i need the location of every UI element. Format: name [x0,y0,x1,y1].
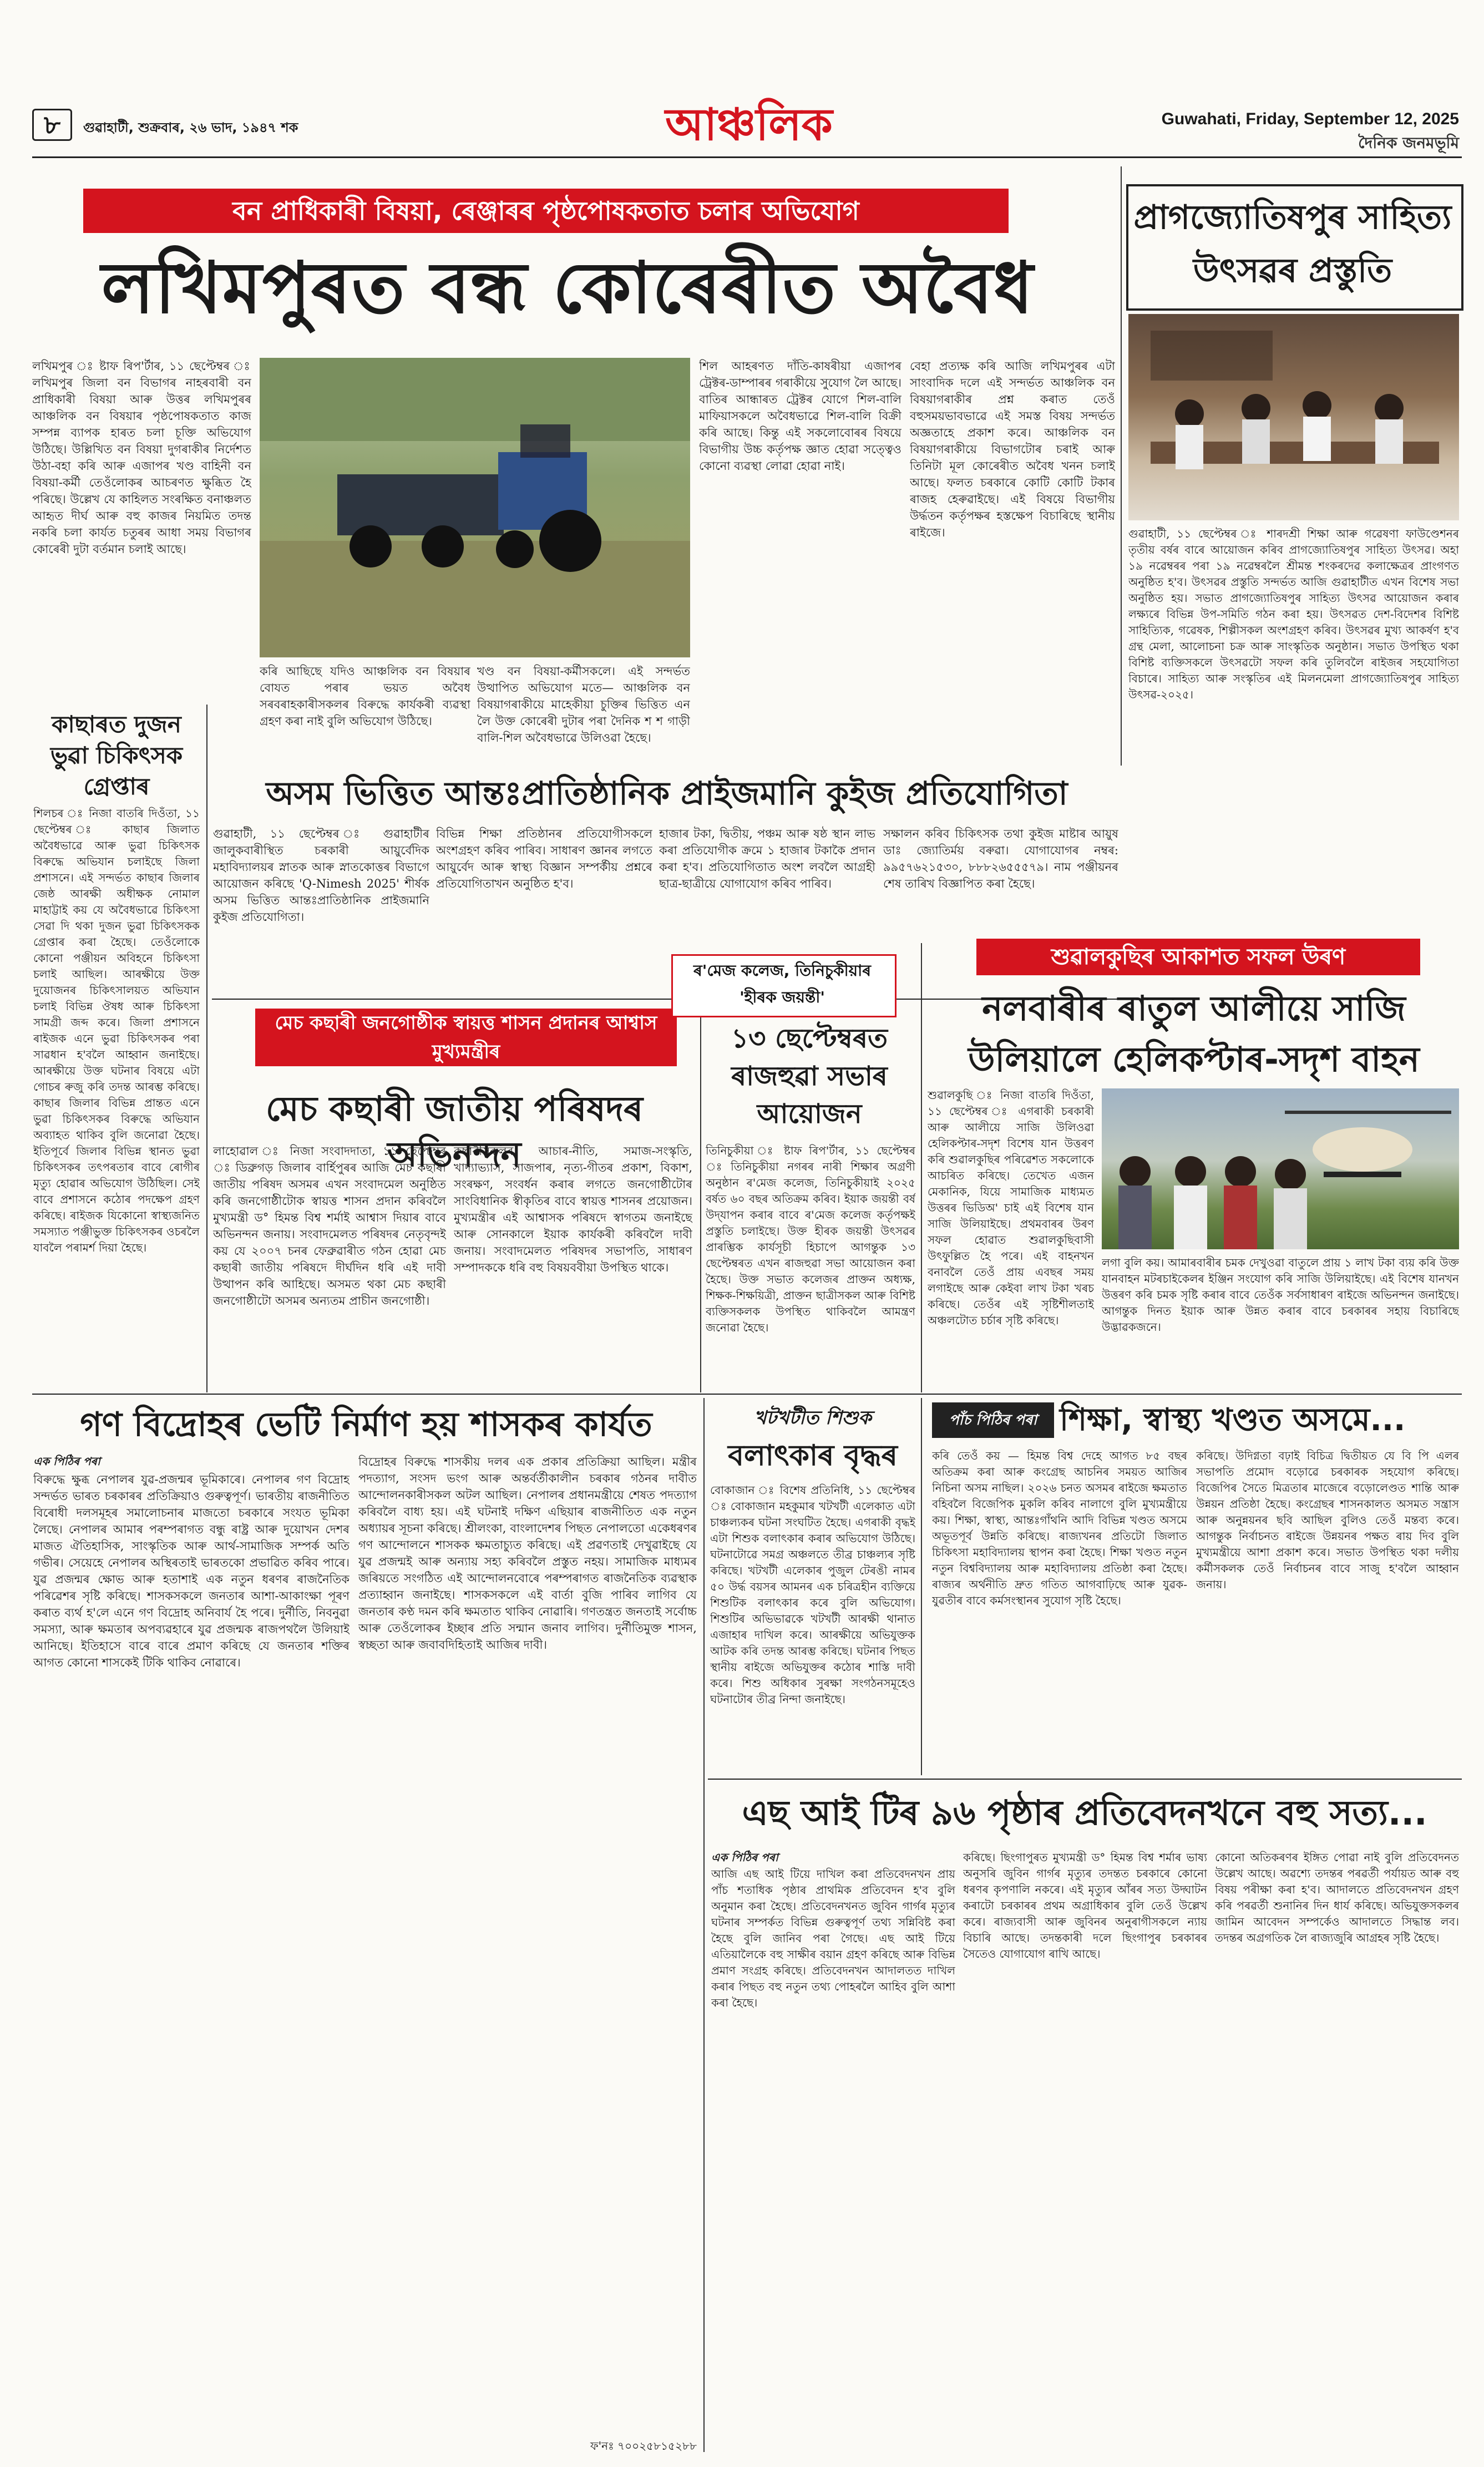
divider-left-mid [206,705,207,1392]
story8-byline: এক পিঠিৰ পৰা [33,1455,100,1468]
section-title: আঞ্চলিক [665,99,833,150]
story8-footer: ফ'নঃ ৭০০২৫৮১৫২৮৮ [590,2439,697,2453]
story5-col1: লাহোৱাল ঃ নিজা সংবাদদাতা, ১১ ছেপ্টেম্বৰ ঃ ডিব্ৰুগড় জিলাৰ বাৰ্হিপুৰৰ আজি মেচ কছাৰী জাতীয় পৰিষদ অসমৰ এখন সংবাদমেল অনুষ্ঠিত কৰি জনগোষ্ঠীটোক স্বায়ত্ত শাসন প্ৰদান কৰিবলৈ মুখ্যমন্ত্ৰী ড° হিমন্ত বিশ্ব শৰ্মাই আশ্বাস দিয়াৰ বাবে অভিনন্দন জনায়। সংবাদমেলত পৰিষদৰ নেতৃবৃন্দই কয় যে ২০০৭ চনৰ ফেব্ৰুৱাৰীত গঠন হোৱা মেচ কছাৰী জাতীয় পৰিষদে দীৰ্ঘদিন ধৰি এই দাবী উত্থাপন কৰি আহিছে। অসমত থকা মেচ কছাৰী জনগোষ্ঠীটো অসমৰ অন্যতম প্ৰাচীন জনগোষ্ঠী। [213,1144,446,1308]
story9-kicker: খটখটীত শিশুক [754,1407,872,1429]
story11-byline: এক পিঠিৰ পৰা [711,1851,778,1864]
divider-bottom-h [708,1779,1462,1780]
story3-body: শিলচৰ ঃ নিজা বাতৰি দিওঁতা, ১১ ছেপ্টেম্বৰ ঃ কাছাৰ জিলাত অবৈধভাৱে আৰু ভুৱা চিকিৎসক বিৰুদ্ধে অভিযান চলাইছে জিলা প্ৰশাসনে। এই সন্দৰ্ভত কাছাৰ জিলাৰ জেষ্ঠ আৰক্ষী অধীক্ষক নোমাল মাহাট্টাই কয় যে অবৈধভাৱে চিকিৎসা সেৱা দি থকা দুজন ভুৱা চিকিৎসকক গ্ৰেপ্তাৰ কৰা হৈছে। তেওঁলোকে কোনো পঞ্জীয়ন অবিহনে চিকিৎসা চলাই আছিল। আৰক্ষীয়ে উক্ত দুয়োজনৰ চিকিৎসালয়ত অভিযান চলাই বিভিন্ন ঔষধ আৰু চিকিৎসা সামগ্ৰী জব্দ কৰে। জিলা প্ৰশাসনে ৰাইজক এনে ভুৱা চিকিৎসকৰ পৰা সাৱধান হ'বলৈ আহ্বান জনাইছে। আৰক্ষীয়ে উক্ত ঘটনাৰ বিষয়ে এটা গোচৰ ৰুজু কৰি তদন্ত আৰম্ভ কৰিছে। কাছাৰ জিলাৰ বিভিন্ন প্ৰান্তত এনে ভুৱা চিকিৎসকৰ বিৰুদ্ধে অভিযান অব্যাহত থাকিব বুলি জনোৱা হৈছে। ইতিপূৰ্বে জিলাৰ বিভিন্ন স্থানত ভুৱা চিকিৎসকৰ তৎপৰতাৰ বাবে ৰোগীৰ মৃত্যু হোৱাৰ অভিযোগ উঠিছিল। সেই বাবে প্ৰশাসনে কঠোৰ পদক্ষেপ গ্ৰহণ কৰিছে। ৰাইজক যিকোনো স্বাস্থ্যজনিত সমস্যাত পঞ্জীভুক্ত চিকিৎসকৰ ওচৰলৈ যাবলৈ পৰামৰ্শ দিয়া হৈছে। [33,807,200,1254]
story1-strap: বন প্ৰাধিকাৰী বিষয়া, ৰেঞ্জাৰৰ পৃষ্ঠপোষকতাত চলাৰ অভিযোগ [83,189,1009,233]
story9-headline: বলাৎকাৰ বৃদ্ধৰ [728,1439,898,1472]
story1-col2: কৰি আছিছে যদিও আঞ্চলিক বন বিষয়াৰ বোযত পৰাৰ ভয়ত অবৈধ সৰবৰাহকাৰীসকলৰ বিৰুদ্ধে কাৰ্যকৰী ব্যৱস্থা গ্ৰহণ কৰা নাই বুলি অভিযোগ উঠিছে। [260,665,470,728]
story10-kicker: পাঁচ পিঠিৰ পৰা [932,1402,1054,1438]
story4-col2: বিভিন্ন শিক্ষা প্ৰতিষ্ঠানৰ প্ৰতিযোগীসকলে অংশগ্ৰহণ কৰিব পাৰিব। সাধাৰণ জ্ঞানৰ লগতে আয়ুৰ্বেদ আৰু স্বাস্থ্য বিজ্ঞান সম্পৰ্কীয় প্ৰশ্নৰে প্ৰতিযোগিতাখন অনুষ্ঠিত হ'ব। [436,827,652,890]
story1-col5: বেহা প্ৰত্যক্ষ কৰি আজি লখিমপুৰৰ এটা সাংবাদিক দলে এই সন্দৰ্ভত আঞ্চলিক বন বিষয়াগৰাকীৰ প্ৰশ্ন কৰাত তেওঁ বহুসময়ভাবভাৱে এই সমস্ত বিষয় সন্দৰ্ভত অজ্ঞতাহে প্ৰকাশ কৰে। আঞ্চলিক বন বিষয়াগৰাকীয়ে বিভাগটোৰ চৰাই আৰু তিনিটা মূল কোৰেৰীত অবৈধ খনন চলাই আছে। ফলত চৰকাৰে কোটি কোটি টকাৰ ৰাজহ হেৰুৱাইছে। এই বিষয়ে বিভাগীয় উৰ্দ্ধতন কৰ্তৃপক্ষৰ হস্তক্ষেপ বিচাৰিছে স্থানীয় ৰাইজে। [910,359,1115,539]
divider-mid-2 [32,1394,1462,1395]
story11-col1: আজি এছ আই টিয়ে দাখিল কৰা প্ৰতিবেদনখন প্ৰায় পাঁচ শতাধিক পৃষ্ঠাৰ প্ৰাথমিক প্ৰতিবেদন হ'ব বুলি অনুমান কৰা হৈছে। প্ৰতিবেদনখনত জুবিন গাৰ্গৰ মৃত্যুৰ ঘটনাৰ সম্পৰ্কত বিভিন্ন গুৰুত্বপূৰ্ণ তথ্য সন্নিবিষ্ট কৰা হৈছে বুলি জানিব পৰা গৈছে। এছ আই টিয়ে এতিয়ালৈকে বহু সাক্ষীৰ বয়ান গ্ৰহণ কৰিছে আৰু বিভিন্ন প্ৰমাণ সংগ্ৰহ কৰিছে। প্ৰতিবেদনখন আদালতত দাখিল কৰাৰ পিছত বহু নতুন তথ্য পোহৰলৈ আহিব বুলি আশা কৰা হৈছে। [711,1867,955,2009]
tractor-icon [260,358,690,657]
story10-headline: শিক্ষা, স্বাস্থ্য খণ্ডত অসমে... [1060,1402,1406,1438]
story1-headline: লখিমপুৰত বন্ধ কোৰেৰীত অবৈধ [101,247,1034,330]
masthead-left-date: গুৱাহাটী, শুক্ৰবাৰ, ২৬ ভাদ, ১৯৪৭ শক [83,120,298,135]
people-icon [1128,314,1459,520]
helicopter-photo [1102,1088,1459,1249]
masthead-rule [32,156,1462,158]
story3-headline: কাছাৰত দুজন ভুৱা চিকিৎসক গ্ৰেপ্তাৰ [50,711,183,800]
story8-col1: বিৰুদ্ধে ক্ষুব্ধ নেপালৰ যুৱ-প্ৰজন্মৰ ভূমিকাৰে। নেপালৰ গণ বিদ্ৰোহ সন্দৰ্ভত ভাৰত চৰকাৰৰ প্ৰতিক্ৰিয়াও গুৰুত্বপূৰ্ণ। ভাৰতীয় ৰাজনীতিত বিৰোধী দলসমূহৰ সমালোচনাৰ মাজতো চৰকাৰে সংযত ভূমিকা লৈছে। নেপালৰ আমাৰ পৰম্পৰাগত বন্ধু ৰাষ্ট্ৰ আৰু দুয়োখন দেশৰ মাজত ঐতিহাসিক, সাংস্কৃতিক আৰু আৰ্থ-সামাজিক সম্পৰ্ক অতি গভীৰ। সেয়েহে নেপালৰ অস্থিৰতাই ভাৰতকো প্ৰভাৱিত কৰিব পাৰে। যুৱ প্ৰজন্মৰ ক্ষোভ আৰু হতাশাই এক নতুন ধৰণৰ ৰাজনৈতিক পৰিৱেশৰ সৃষ্টি কৰিছে। শাসকসকলে জনতাৰ আশা-আকাংক্ষা পূৰণ কৰাত ব্যৰ্থ হ'লে এনে গণ বিদ্ৰোহ অনিবাৰ্য হৈ পৰে। দুৰ্নীতি, নিবনুৱা সমস্যা, আৰু ক্ষমতাৰ অপব্যৱহাৰে যুৱ প্ৰজন্মক ৰাজপথলৈ উলিয়াই আনিছে। ইতিহাসে বাৰে বাৰে প্ৰমাণ কৰিছে যে জনতাৰ শক্তিৰ আগত কোনো শাসকেই টিকি থাকিব নোৱাৰে। [33,1473,350,1669]
story10-col1: কৰি তেওঁ কয় — হিমন্ত বিশ্ব দেহে আগত ৮৫ বছৰ অতিক্ৰম কৰা আৰু কংগ্ৰেছ আচনিৰ সময়ত আজিৰ নিচিনা অসম নাছিল। ২০২৬ চনত অসমৰ ৰাইজে ক্ষমতাত বহিবলৈ বিজেপিক মুকলি কৰিব নালাগে বুলি মুখ্যমন্ত্ৰীয়ে কয়। শিক্ষা, স্বাস্থ্য, আন্তঃগাঁথনি আদি বিভিন্ন খণ্ডত অসমে অভূতপূৰ্ব উন্নতি কৰিছে। ৰাজ্যখনৰ প্ৰতিটো জিলাত চিকিৎসা মহাবিদ্যালয় স্থাপন কৰা হৈছে। শিক্ষা খণ্ডত নতুন নতুন বিশ্ববিদ্যালয় আৰু মহাবিদ্যালয় প্ৰতিষ্ঠা কৰা হৈছে। ৰাজ্যৰ অৰ্থনীতি দ্ৰুত গতিত আগবাঢ়িছে আৰু যুৱক-যুৱতীৰ বাবে কৰ্মসংস্থানৰ সুযোগ সৃষ্টি হৈছে। [932,1449,1187,1607]
story5-headline: মেচ কছাৰী জাতীয় পৰিষদৰ অভিনন্দন [266,1088,643,1174]
story5-col2: কছাৰীসকলৰ আচাৰ-নীতি, সমাজ-সংস্কৃতি, খাদ্যাভ্যাস, সাজপাৰ, নৃত্য-গীতৰ প্ৰকাশ, বিকাশ, সংৰক্ষণ, সংবৰ্ধন কৰাৰ লগতে জনগোষ্ঠীটোৰ সাংবিধানিক স্বীকৃতিৰ বাবে স্বায়ত্ত শাসনৰ প্ৰয়োজন। মুখ্যমন্ত্ৰীৰ এই আশ্বাসক পৰিষদে স্বাগতম জনাইছে আৰু সোনকালে ইয়াক কাৰ্যকৰী কৰিবলৈ দাবী জনায়। সংবাদমেলত পৰিষদৰ সভাপতি, সাধাৰণ সম্পাদককে ধৰি বহু বিষয়ববীয়া উপস্থিত থাকে। [454,1144,692,1274]
story11-headline: এছ আই টিৰ ৯৬ পৃষ্ঠাৰ প্ৰতিবেদনখনে বহু সত্য... [742,1792,1427,1833]
story8-col2: বিদ্ৰোহৰ বিৰুদ্ধে শাসকীয় দলৰ এক প্ৰকাৰ প্ৰতিক্ৰিয়া আছিল। মন্ত্ৰীৰ পদত্যাগ, সংসদ ভংগ আৰু অন্তৰ্বৰ্তীকালীন চৰকাৰ গঠনৰ দাবীত আন্দোলনকাৰীসকল অটল আছিল। নেপালৰ প্ৰধানমন্ত্ৰীয়ে শেষত পদত্যাগ কৰিবলৈ বাধ্য হয়। এই ঘটনাই দক্ষিণ এছিয়াৰ ৰাজনীতিত এক নতুন অধ্যায়ৰ সূচনা কৰিছে। শ্ৰীলংকা, বাংলাদেশৰ পিছত নেপালতো একেধৰণৰ গণ আন্দোলনে শাসকক ক্ষমতাচ্যুত কৰিছে। এই প্ৰৱণতাই দেখুৱাইছে যে যুৱ প্ৰজন্মই আৰু অন্যায় সহ্য কৰিবলৈ প্ৰস্তুত নহয়। সামাজিক মাধ্যমৰ জৰিয়তে সংগঠিত এই আন্দোলনবোৰে পৰম্পৰাগত ৰাজনৈতিক ব্যৱস্থাক প্ৰত্যাহ্বান জনাইছে। শাসকসকলে এই বাৰ্তা বুজি পাৰিব লাগিব যে জনতাৰ কণ্ঠ দমন কৰি ক্ষমতাত থাকিব নোৱাৰি। গণতন্ত্ৰত জনতাই সৰ্বোচ্চ আৰু তেওঁলোকৰ ইচ্ছাৰ প্ৰতি সন্মান জনাব লাগিব। দুৰ্নীতিমুক্ত শাসন, স্বচ্ছতা আৰু জবাবদিহিতাই আজিৰ দাবী। [358,1455,697,1652]
story8-headline: গণ বিদ্ৰোহৰ ভেটি নিৰ্মাণ হয় শাসকৰ কাৰ্যত [80,1405,652,1444]
story2-headline: প্ৰাগজ্যোতিষপুৰ সাহিত্য উৎসৱৰ প্ৰস্তুতি [1133,198,1452,290]
story11-col3: কোনো অতিকৰণৰ ইঙ্গিত পোৱা নাই বুলি প্ৰতিবেদনত উল্লেখ আছে। অৱশ্যে তদন্তৰ পৰৱৰ্তী পৰ্যায়ত আৰু বহু বিষয় পৰীক্ষা কৰা হ'ব। আদালতে প্ৰতিবেদনখন গ্ৰহণ কৰি পৰৱৰ্তী শুনানিৰ দিন ধাৰ্য কৰিছে। অভিযুক্তসকলৰ জামিন আবেদন সম্পৰ্কেও আদালতে সিদ্ধান্ত লব। তদন্তৰ অগ্ৰগতিক লৈ ৰাজ্যজুৰি আগ্ৰহৰ সৃষ্টি হৈছে। [1215,1851,1459,1944]
story6-body: তিনিচুকীয়া ঃ ষ্টাফ ৰিপ'ৰ্টাৰ, ১১ ছেপ্টেম্বৰ ঃ তিনিচুকীয়া নগৰৰ নাৰী শিক্ষাৰ অগ্ৰণী অনুষ্ঠান ৰ'মেজ কলেজ, তিনিচুকীয়াই ২০২৫ বৰ্ষত ৬০ বছৰ অতিক্ৰম কৰিব। ইয়াক জয়ন্তী বৰ্ষ উদ্‌যাপন কৰাৰ বাবে ৰ'মেজ কলেজ কৰ্তৃপক্ষই প্ৰস্তুতি চলাইছে। উক্ত হীৰক জয়ন্তী উৎসৱৰ প্ৰাৰম্ভিক কাৰ্যসূচী হিচাপে আগন্তুক ১৩ ছেপ্টেম্বৰত এখন ৰাজহুৱা সভা আয়োজন কৰা হৈছে। উক্ত সভাত কলেজৰ প্ৰাক্তন অধ্যক্ষ, শিক্ষক-শিক্ষয়িত্ৰী, প্ৰাক্তন ছাত্ৰীসকল আৰু বিশিষ্ট ব্যক্তিসকলক উপস্থিত থাকিবলৈ আমন্ত্ৰণ জনোৱা হৈছে। [706,1144,915,1334]
story7-kicker: শুৱালকুছিৰ আকাশত সফল উৰণ [976,939,1420,975]
story1-col4: শিল আহৰণত দাঁতি-কাষৰীয়া এজাপৰ ট্ৰেক্টৰ-ডাম্পাৰৰ গৰাকীয়ে সুযোগ লৈ আছে। বাতিৰ আন্ধাৰত ট্ৰেক্টৰ যোগে শিল-বালি মাফিয়াসকলে অবৈধভাৱে শিল-বালি বিক্ৰী কৰি আছে। কিন্তু এই সকলোবোৰৰ বিষয়ে বিভাগীয় উচ্চ কৰ্তৃপক্ষ জ্ঞাত হোৱা সত্ত্বেও কোনো ব্যৱস্থা লোৱা হোৱা নাই। [699,359,901,473]
masthead-right-date: Guwahati, Friday, September 12, 2025 [1161,110,1459,128]
helicopter-icon [1102,1088,1459,1249]
story7-col1: শুৱালকুছি ঃ নিজা বাতৰি দিওঁতা, ১১ ছেপ্টেম্বৰ ঃ এগৰাকী চৰকাৰী আৰু আলীয়ে সাজি উলিওৱা হেলিকপ্টাৰ-সদৃশ বিশেষ যান উত্তৰণ কৰি শুৱালকুছিৰ পৰিৱেশত সকলোকে আচৰিত কৰিছে। তেখেত এজন মেকানিক, যিয়ে সামাজিক মাধ্যমত উত্তৰৰ ভিডিঅ' চাই এই বিশেষ যান সাজি উলিয়াইছে। প্ৰথমবাৰৰ উৰণ সফল হোৱাত শুৱালকুছিবাসী উৎফুল্লিত হৈ পৰে। এই বাহনখন বনাবলৈ তেওঁ প্ৰায় এবছৰ সময় লগাইছে আৰু কেইবা লাখ টকা খৰচ কৰিছে। তেওঁৰ এই সৃষ্টিশীলতাই অঞ্চলটোত চৰ্চাৰ সৃষ্টি কৰিছে। [928,1088,1094,1327]
page-number: ৮ [44,110,60,140]
story5-kicker: মেচ কছাৰী জনগোষ্ঠীক স্বায়ত্ত শাসন প্ৰদানৰ আশ্বাস মুখ্যমন্ত্ৰীৰ [255,1009,677,1066]
divider-bottom-v2 [921,1398,922,1775]
story7-col2: লগা বুলি কয়। আমাৰবাৰীৰ চমক দেখুওৱা বাতুলে প্ৰায় ১ লাখ টকা ব্যয় কৰি উক্ত যানবাহন মটৰচাইকেলৰ ইঞ্জিন সংযোগ কৰি সাজি উলিয়াইছে। এই বিশেষ যানখন উত্তৰণ কৰি চমক সৃষ্টি কৰাৰ বাবে তেওঁক সৰ্বসাধাৰণ ৰাইজে অভিনন্দন জনাইছে। আগন্তুক দিনত ইয়াক আৰু উন্নত কৰাৰ বাবে চৰকাৰৰ সহায় বিচাৰিছে উদ্ভাৱকজনে। [1102,1256,1459,1334]
divider-mid-v2 [921,943,922,1392]
story2-body: গুৱাহাটী, ১১ ছেপ্টেম্বৰ ঃ শাৰদশ্ৰী শিক্ষা আৰু গৱেষণা ফাউণ্ডেশনৰ তৃতীয় বৰ্ষৰ বাৰে আয়োজন কৰিব প্ৰাগজ্যোতিষপুৰ সাহিত্য উৎসৱ। অহা ১৯ নৱেম্বৰৰ পৰা ১৯ নৱেম্বৰলৈ শ্ৰীমন্ত শংকৰদেৱ কলাক্ষেত্ৰৰ প্ৰাংগণত অনুষ্ঠিত হ'ব। উৎসৱৰ প্ৰস্তুতি সন্দৰ্ভত আজি গুৱাহাটীত এখন বিশেষ সভা অনুষ্ঠিত হয়। সভাত প্ৰাগজ্যোতিষপুৰ সাহিত্য উৎসৱ আয়োজন কৰাৰ লক্ষ্যৰে বিভিন্ন উপ-সমিতি গঠন কৰা হয়। উৎসৱত দেশ-বিদেশৰ বিশিষ্ট সাহিত্যিক, গৱেষক, শিল্পীসকল অংশগ্ৰহণ কৰিব। উৎসৱৰ মুখ্য আকৰ্ষণ হ'ব গ্ৰন্থ মেলা, আলোচনা চক্ৰ আৰু সাংস্কৃতিক অনুষ্ঠান। সভাত উপস্থিত থকা বিশিষ্ট ব্যক্তিসকলে উৎসৱটো সফল কৰি তুলিবলৈ ৰাইজৰ সহযোগিতা বিচাৰে। সাহিত্য আৰু সংস্কৃতিৰ এই মিলনমেলা প্ৰাগজ্যোতিষপুৰ সাহিত্য উৎসৱ-২০২৫। [1128,527,1459,701]
story4-col3: হাজাৰ টকা, দ্বিতীয়, পঞ্চম আৰু ষষ্ঠ স্থান লাভ কৰা প্ৰতিযোগীক ক্ৰমে ১ হাজাৰ টকাকৈ প্ৰদান কৰা হ'ব। প্ৰতিযোগিতাত অংশ লবলৈ আগ্ৰহী ছাত্ৰ-ছাত্ৰীয়ে যোগাযোগ কৰিব পাৰিব। [659,827,875,890]
story7-headline: নলবাৰীৰ ৰাতুল আলীয়ে সাজি উলিয়ালে হেলিকপ্টাৰ-সদৃশ বাহন [968,988,1420,1080]
story4-col1: গুৱাহাটী, ১১ ছেপ্টেম্বৰ ঃ গুৱাহাটীৰ জালুকবাৰীস্থিত চৰকাৰী আয়ুৰ্বেদিক মহাবিদ্যালয়ৰ স্নাতক আৰু স্নাতকোত্তৰ বিভাগে আয়োজন কৰিছে 'Q-Nimesh 2025' শীৰ্ষক অসম ভিত্তিত আন্তঃপ্ৰাতিষ্ঠানিক প্ৰাইজমানি কুইজ প্ৰতিযোগিতা। [213,827,429,924]
tractor-photo [260,358,690,657]
story10-col2: কৰিছে। উদিগ্নতা বঢ়াই বিচিত্ৰ দ্বিতীয়ত যে বি পি এলৰ সভাপতি প্ৰমোদ বড়োৱে চৰকাৰক সহযোগ কৰিছে। বিজেপিৰ সৈতে মিত্ৰতাৰ মাজেৰে বড়োলেণ্ডত শান্তি আৰু উন্নয়ন প্ৰতিষ্ঠা হৈছে। কংগ্ৰেছৰ শাসনকালত অসমত সন্ত্ৰাস আৰু অনুন্নয়নৰ ছবি আছিল বুলিও তেওঁ মন্তব্য কৰে। আগন্তুক নিৰ্বাচনত ৰাইজে উন্নয়নৰ পক্ষত ৰায় দিব বুলি মুখ্যমন্ত্ৰীয়ে আশা প্ৰকাশ কৰে। সভাত উপস্থিত থকা দলীয় কৰ্মীসকলক তেওঁ নিৰ্বাচনৰ বাবে সাজু হ'বলৈ আহ্বান জনায়। [1196,1449,1459,1591]
story6-headline: ১৩ ছেপ্টেম্বৰত ৰাজহুৱা সভাৰ আয়োজন [731,1023,888,1129]
divider-right-top [1121,166,1122,766]
divider-bottom-v1 [703,1398,705,2452]
story6-kicker: ৰ'মেজ কলেজ, তিনিচুকীয়াৰ 'হীৰক জয়ন্তী' [693,961,871,1006]
story1-col3: খণ্ড বন বিষয়া-কৰ্মীসকলে। এই সন্দৰ্ভত উত্থাপিত অভিযোগ মতে— আঞ্চলিক বন বিষয়াগৰাকীয়ে মাহেকীয়া চুক্তিৰ ভিত্তিত এন লৈ উক্ত কোৰেৰী দুটাৰ পৰা দৈনিক শ শ গাড়ী বালি-শিল অবৈধভাৱে উলিওৱা হৈছে। [477,665,690,744]
story4-headline: অসম ভিত্তিত আন্তঃপ্ৰাতিষ্ঠানিক প্ৰাইজমানি কুইজ প্ৰতিযোগিতা [266,774,1068,812]
meeting-photo [1128,314,1459,520]
divider-mid-v1 [700,1004,701,1392]
story9-body: বোকাজান ঃ বিশেষ প্ৰতিনিধি, ১১ ছেপ্টেম্বৰ ঃ বোকাজান মহকুমাৰ খটখটী এলেকাত এটা চাঞ্চল্যকৰ ঘটনা সংঘটিত হৈছে। এগৰাকী বৃদ্ধই এটা শিশুক বলাৎকাৰ কৰাৰ অভিযোগ উঠিছে। ঘটনাটোৱে সমগ্ৰ অঞ্চলতে তীব্ৰ চাঞ্চল্যৰ সৃষ্টি কৰিছে। খটখটী এলেকাৰ পুজুল টেৰঙী নামৰ ৫০ উৰ্দ্ধ বয়সৰ আমনৰ এক চৰিত্ৰহীন ব্যক্তিয়ে শিশুটিক বলাৎকাৰ কৰে বুলি অভিযোগ। শিশুটিৰ অভিভাৱকে খটখটী আৰক্ষী থানাত এজাহাৰ দাখিল কৰে। আৰক্ষীয়ে অভিযুক্তক আটক কৰি তদন্ত আৰম্ভ কৰিছে। ঘটনাৰ পিছত স্থানীয় ৰাইজে অভিযুক্তৰ কঠোৰ শাস্তি দাবী কৰে। শিশু অধিকাৰ সুৰক্ষা সংগঠনসমূহেও ঘটনাটোৰ তীব্ৰ নিন্দা জনাইছে। [710,1483,915,1706]
paper-name: দৈনিক জনমভূমি [1358,134,1459,152]
story11-col2: কৰিছে। ছিংগাপুৰত মুখ্যমন্ত্ৰী ড° হিমন্ত বিশ্ব শৰ্মাৰ ভাষ্য অনুসৰি জুবিন গাৰ্গৰ মৃত্যুৰ তদন্তত চৰকাৰে কোনো ধৰণৰ কৃপণালি নকৰে। এই মৃত্যুৰ আঁৰৰ সত্য উদ্ঘাটন কৰাটো চৰকাৰৰ প্ৰথম অগ্ৰাধিকাৰ বুলি তেওঁ উল্লেখ কৰে। ৰাজ্যবাসী আৰু জুবিনৰ অনুৰাগীসকলে ন্যায় বিচাৰি আছে। তদন্তকাৰী দলে ছিংগাপুৰ চৰকাৰৰ সৈতেও যোগাযোগ ৰাখি আছে। [963,1851,1207,1961]
story1-col1: লখিমপুৰ ঃ ষ্টাফ ৰিপ'ৰ্টাৰ, ১১ ছেপ্টেম্বৰ ঃ লখিমপুৰ জিলা বন বিভাগৰ নাহৰবাৰী বন প্ৰাধিকাৰী বিষয়া আৰু উত্তৰ লখিমপুৰৰ আঞ্চলিক বন বিষয়াৰ পৃষ্ঠপোষকতাত কাজ সম্পন্ন ব্যাপক হাৰত চলা চূক্তি অভিযোগ উঠিছে। উল্লিখিত বন বিষয়া দুগৰাকীৰ নিৰ্দেশত উঠা-বহা কৰি আৰু এজাপৰ খণ্ড বাহিনী বন বিষয়া-কৰ্মী তেওঁলোকৰ আচৰণত ক্ষুব্ধিত হৈ পৰিছে। উল্লেখ যে কাহিলত সংৰক্ষিত বনাঞ্চলত আহৃত দীৰ্ঘ আৰু বহু কাজৰ নিয়মিত তদন্ত নকৰি চলা কাৰ্যত চতুৰৰ আধা সময় বিভাগৰ কোৰেৰী দুটা বৰ্তমান চলাই আছে। [32,359,251,556]
story4-col4: সক্ষালন কৰিব চিকিৎসক তথা কুইজ মাষ্টাৰ আয়ুষ ডাঃ জ্যোতিৰ্ময় বৰুৱা। যোগাযোগৰ নম্বৰ: ৯৯৫৭৬২১৫৩০, ৮৮৮২৬৫৫৫৭৯। নাম পঞ্জীয়নৰ শেষ তাৰিখ বিজ্ঞাপিত কৰা হৈছে। [883,827,1118,890]
